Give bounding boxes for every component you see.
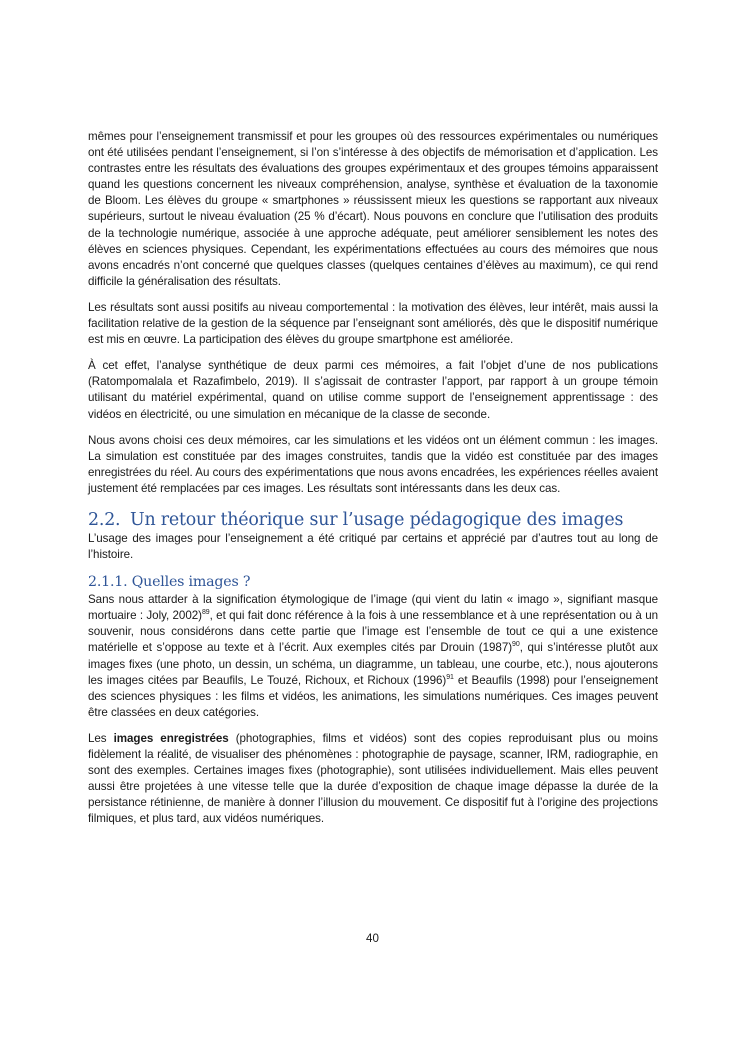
- paragraph-2: Les résultats sont aussi positifs au niveau comportemental : la motivation des élèves, leur intérêt, mais aussi la facilitation relative de la gestion de la séquence par l’enseignant sont améliorés, dès que le dispositif numérique est mis en œuvre. La participation des élèves du groupe smartphone est améliorée.: [88, 300, 658, 347]
- footnote-ref-89: 89: [201, 609, 210, 617]
- paragraph-6: [88, 592, 658, 721]
- paragraph-7: [88, 731, 658, 828]
- paragraph-6-part-c: , qui s’intéresse plutôt aux images fixes (une photo, un dessin, un schéma, un diagramme, un tableau, une courbe, etc.), nous ajouterons les images citées par Beaufils, Le Touzé, Richoux, et Richoux (1996): [88, 641, 658, 687]
- page-body: [88, 129, 658, 837]
- page-number: 40: [366, 932, 379, 945]
- section-title: Un retour théorique sur l’usage pédagogique des images: [130, 509, 624, 530]
- footnote-ref-91: 91: [446, 673, 454, 681]
- section-number: 2.2.: [88, 509, 121, 530]
- paragraph-1: mêmes pour l’enseignement transmissif et pour les groupes où des ressources expérimentales ou numériques ont été utilisées pendant l’enseignement, si l’on s’intéresse à des objectifs de mémorisation et d’application. Les contrastes entre les résultats des évaluations des groupes expérimentaux et des groupes témoins apparaissent quand les questions concernent les niveaux compréhension, analyse, synthèse et évaluation de la taxonomie de Bloom. Les élèves du groupe « smartphones » réussissent mieux les questions se rapportant aux niveaux supérieurs, surtout le niveau évaluation (25 % d’écart). Nous pouvons en conclure que l’utilisation des produits de la technologie numérique, associée à une approche adéquate, peut améliorer sensiblement les notes des élèves en sciences physiques. Cependant, les expérimentations effectuées au cours des mémoires que nous avons encadrés n’ont concerné que quelques classes (quelques centaines d’élèves au maximum), ce qui rend difficile la généralisation des résultats.: [88, 130, 658, 288]
- paragraph-6-part-b: , et qui fait donc référence à la fois à une ressemblance et à une représentation ou à un souvenir, nous considérons dans cette partie que l’image est l’ensemble de tout ce qui a une existence matérielle et s’oppose au texte et à l’écrit. Aux exemples cités par Drouin (1987): [88, 609, 658, 655]
- section-intro: L’usage des images pour l’enseignement a été critiqué par certains et apprécié par d’autres tout au long de l’histoire.: [88, 531, 658, 562]
- paragraph-4: Nous avons choisi ces deux mémoires, car les simulations et les vidéos ont un élément commun : les images. La simulation est constituée par des images construites, tandis que la vidéo est constituée par des images enregistrées du réel. Au cours des expérimentations que nous avons encadrées, les expériences réelles avaient justement été remplacées par ces images. Les résultats sont intéressants dans les deux cas.: [88, 433, 658, 495]
- paragraph-6-part-d: et Beaufils (1998) pour l’enseignement des sciences physiques : les films et vidéos, les animations, les simulations numériques. Ces images peuvent être classées en deux catégories.: [88, 673, 658, 719]
- paragraph-7-bold-term: images enregistrées: [113, 731, 229, 745]
- subsection-heading: 2.1.1. Quelles images ?: [88, 574, 251, 591]
- paragraph-7-part-a: Les: [88, 731, 114, 745]
- paragraph-6-part-a: Sans nous attarder à la signification étymologique de l’image (qui vient du latin « imago », signifiant masque mortuaire : Joly, 2002): [88, 593, 658, 623]
- footnote-ref-90: 90: [512, 641, 520, 649]
- paragraph-3: À cet effet, l’analyse synthétique de deux parmi ces mémoires, a fait l’objet d’une de nos publications (Ratompomalala et Razafimbelo, 2019). Il s’agissait de contraster l’apport, par rapport à un groupe témoin utilisant du matériel expérimental, quand on utilise comme support de l’enseignement apprentissage : des vidéos en électricité, ou une simulation en mécanique de la classe de seconde.: [88, 359, 658, 421]
- section-heading: [88, 509, 658, 531]
- paragraph-7-part-b: (photographies, films et vidéos) sont des copies reproduisant plus ou moins fidèlement la réalité, de visualiser des phénomènes : photographie de paysage, scanner, IRM, radiographie, en sont des exemples. Certaines images fixes (photographie), sont utilisées individuellement. Mais elles peuvent aussi être projetées à une vitesse telle que la durée d’exposition de chaque image dépasse la durée de la persistance rétinienne, de manière à donner l’illusion du mouvement. Ce dispositif fut à l’origine des projections filmiques, et plus tard, aux vidéos numériques.: [88, 731, 658, 826]
